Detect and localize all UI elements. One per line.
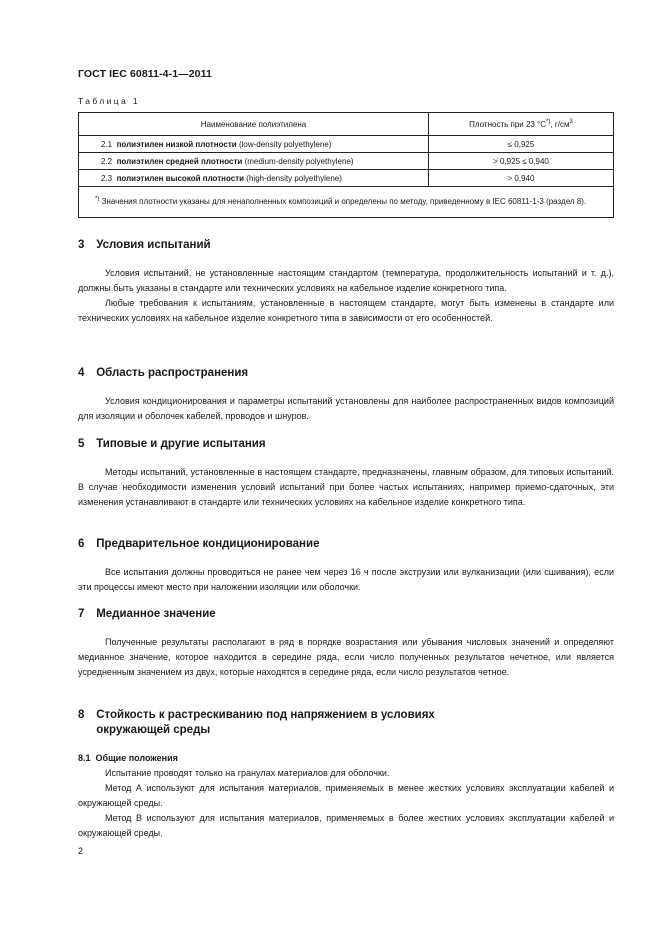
section-8 [78,708,614,841]
table-footnote: *) Значения плотности указаны для ненаполненных композиций и определены по методу, приведенному в IEC 60811-1-3 (раздел 8). [79,187,614,218]
paragraph: Условия кондиционирования и параметры испытаний установлены для наиболее распространенных видов композиций для изоляции и оболочек кабелей, проводов и шнуров. [78,396,614,421]
section-heading: 7 Медианное значение [78,608,216,620]
section-3 [78,238,614,326]
col-header-density: Плотность при 23 °С*), $г/см^3$ [429,113,614,136]
section-heading: 8 Стойкость к растрескиванию под напряжением в условиях окружающей среды [78,709,435,736]
table-header-row [79,113,614,136]
table-row [79,136,614,153]
col-header-name: Наименование полиэтилена [79,113,429,136]
row-name: 2.2 полиэтилен средней плотности (medium-density polyethylene) [79,153,429,170]
row-value: > 0,925 ≤ 0,940 [429,153,614,170]
table-row [79,170,614,187]
section-heading: 3 Условия испытаний [78,239,211,251]
paragraph: Условия испытаний, не установленные настоящим стандартом (температура, продолжительность испытаний и т. д.), должны быть указаны в стандарте или технических условиях на кабельное изделие конкретного типа. [78,268,614,293]
paragraph: Все испытания должны проводиться не ранее чем через 16 ч после экструзии или вулканизации (или сшивания), если эти процессы имеют место при наложении изоляции или оболочки. [78,567,614,592]
table-row [79,153,614,170]
section-heading: 6 Предварительное кондиционирование [78,538,320,550]
subsection-heading: 8.1 Общие положения [78,753,178,763]
section-7 [78,607,614,680]
paragraph: Метод В используют для испытания материалов, применяемых в более жестких условиях эксплуатации кабелей и окружающей среды. [78,813,614,838]
page-number: 2 [78,846,84,856]
section-6 [78,537,614,595]
paragraph: Любые требования к испытаниям, установленные в настоящем стандарте, могут быть изменены в стандарте или технических условиях на кабельное изделие конкретного типа в зависимости от его особенностей. [78,298,614,323]
section-4 [78,366,614,424]
table-footnote-row [79,187,614,218]
section-5 [78,437,614,510]
section-heading: 5 Типовые и другие испытания [78,438,266,450]
paragraph: Полученные результаты располагают в ряд в порядке возрастания или убывания числовых значений и определяют медианное значение, которое находится в середине ряда, если число полученных результатов нечетное, или является усредненным значением из двух, которые находятся в середине ряда, если число результатов четное. [78,637,614,677]
density-table [78,112,614,218]
standard-header: ГОСТ IEC 60811-4-1—2011 [78,68,212,80]
row-value: ≤ 0,925 [429,136,614,153]
row-value: > 0,940 [429,170,614,187]
paragraph: Испытание проводят только на гранулах материалов для оболочки. [105,768,390,778]
paragraph: Метод А используют для испытания материалов, применяемых в менее жестких условиях эксплуатации кабелей и окружающей среды. [78,783,614,808]
section-heading: 4 Область распространения [78,367,249,379]
row-name: 2.3 полиэтилен высокой плотности (high-density polyethylene) [79,170,429,187]
table-caption: Таблица 1 [78,96,141,106]
paragraph: Методы испытаний, установленные в настоящем стандарте, предназначены, главным образом, для типовых испытаний. В случае необходимости изменения условий испытаний при более частых испытаниях, например приемо-сдаточных, эти изменения устанавливают в стандарте или технических условиях на кабельное изделие конкретного типа. [78,467,614,507]
row-name: 2.1 полиэтилен низкой плотности (low-density polyethylene) [79,136,429,153]
